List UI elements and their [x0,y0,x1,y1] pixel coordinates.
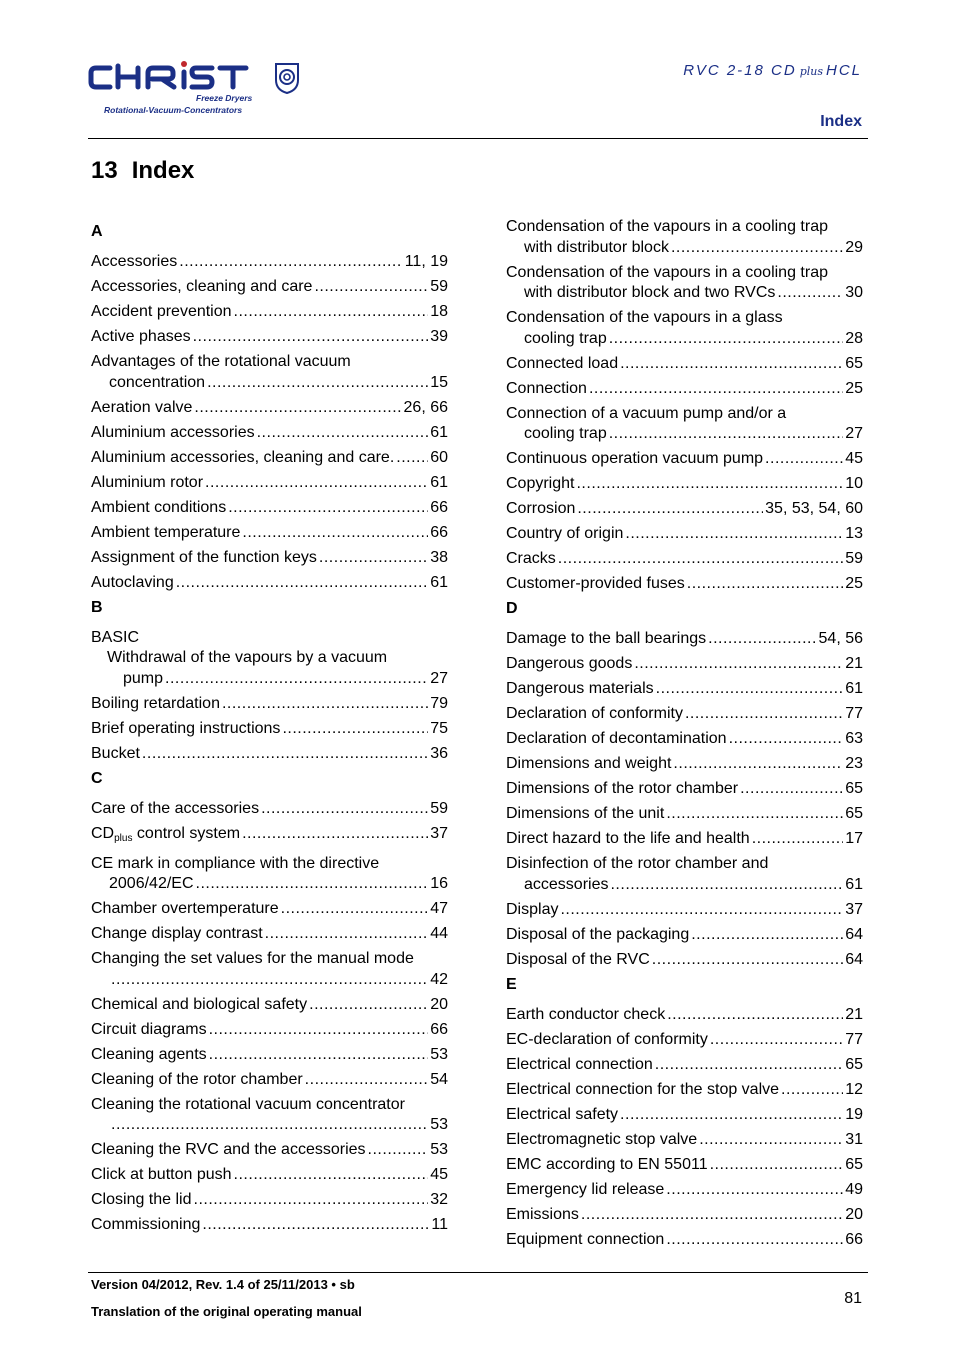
index-entry: Declaration of conformity ..... 77 [506,704,863,725]
index-entry: Ambient temperature ..... 66 [91,523,448,544]
index-entry: Autoclaving ..... 61 [91,573,448,594]
index-entry: Brief operating instructions ..... 75 [91,719,448,740]
index-entry: Connected load ..... 65 [506,354,863,375]
index-entry: Corrosion ..... 35, 53, 54, 60 [506,499,863,520]
index-column-left [91,222,448,1240]
page-number: 81 [844,1290,862,1307]
index-entry: Cracks ..... 59 [506,549,863,570]
index-entry: EC-declaration of conformity ..... 77 [506,1030,863,1051]
index-entry: Electrical connection for the stop valve ..... 12 [506,1080,863,1101]
christ-wordmark [88,60,268,94]
index-letter-c: C [91,769,103,787]
index-letter-a: A [91,223,103,240]
header-section-label: Index [820,113,862,130]
index-entry: Accessories, cleaning and care ..... 59 [91,277,448,298]
index-entry: Dimensions of the unit ..... 65 [506,804,863,825]
index-entry: Electrical connection ..... 65 [506,1055,863,1076]
index-entry: Electrical safety ..... 19 [506,1105,863,1126]
index-entry: Connection of a vacuum pump and/or a cooling trap ..... 27 [506,404,863,445]
index-entry: Copyright ..... 10 [506,474,863,495]
index-entry: Dimensions of the rotor chamber ..... 65 [506,779,863,800]
index-entry: Chemical and biological safety ..... 20 [91,995,448,1016]
index-entry: Emissions ..... 20 [506,1205,863,1226]
index-entry: Condensation of the vapours in a cooling trap with distributor block ..... 29 [506,217,863,258]
index-entry: Condensation of the vapours in a cooling trap with distributor block and two RVCs ..... 30 [506,263,863,304]
index-entry: Damage to the ball bearings ..... 54, 56 [506,629,863,650]
index-entry: Assignment of the function keys ..... 38 [91,548,448,569]
footer-translation: Translation of the original operating manual [91,1304,362,1319]
index-entry: Advantages of the rotational vacuum concentration ..... 15 [91,352,448,393]
product-suffix: HCL [825,62,862,79]
index-entry: Cleaning the RVC and the accessories ..... 53 [91,1140,448,1161]
product-plus: plus [799,65,823,78]
index-entry: Cleaning of the rotor chamber ..... 54 [91,1070,448,1091]
index-entry: Disinfection of the rotor chamber and accessories ..... 61 [506,854,863,895]
index-entry: Connection ..... 25 [506,379,863,400]
index-entry: Aluminium accessories ..... 61 [91,423,448,444]
index-entry: Direct hazard to the life and health ..... 17 [506,829,863,850]
christ-seal-icon [274,62,300,94]
index-entry: Changing the set values for the manual mode ..... 42 [91,949,448,990]
index-entry: Commissioning ..... 11 [91,1215,448,1236]
index-entry: Aluminium accessories, cleaning and care. ..... 60 [91,448,448,469]
index-entry: Aeration valve ..... 26, 66 [91,398,448,419]
index-entry: Boiling retardation ..... 79 [91,694,448,715]
index-entry: Ambient conditions ..... 66 [91,498,448,519]
logo-subtitle-freeze-dryers: Freeze Dryers [196,93,253,103]
product-model: RVC 2-18 CD [683,62,797,79]
index-entry: Declaration of decontamination ..... 63 [506,729,863,750]
index-entry: Accident prevention ..... 18 [91,302,448,323]
index-entry: Dangerous materials ..... 61 [506,679,863,700]
index-entry: Condensation of the vapours in a glass cooling trap ..... 28 [506,308,863,349]
chapter-title: Index [131,157,195,184]
index-entry: Disposal of the packaging ..... 64 [506,925,863,946]
index-entry: Display ..... 37 [506,900,863,921]
index-entry: Aluminium rotor ..... 61 [91,473,448,494]
index-entry: Click at button push ..... 45 [91,1165,448,1186]
index-entry: Customer-provided fuses ..... 25 [506,574,863,595]
page-title [91,157,194,185]
index-entry: Circuit diagrams ..... 66 [91,1020,448,1041]
index-entry: Equipment connection ..... 66 [506,1230,863,1251]
index-letter-d: D [506,600,518,617]
index-entry: Cleaning agents ..... 53 [91,1045,448,1066]
index-entry: EMC according to EN 55011 ..... 65 [506,1155,863,1176]
footer-divider [88,1272,868,1273]
index-entry: Continuous operation vacuum pump ..... 45 [506,449,863,470]
index-entry: CE mark in compliance with the directive 2006/42/EC ..... 16 [91,854,448,895]
index-entry: Earth conductor check ..... 21 [506,1005,863,1026]
product-name [683,62,862,79]
index-entry: Closing the lid ..... 32 [91,1190,448,1211]
index-entry: Electromagnetic stop valve ..... 31 [506,1130,863,1151]
index-entry: Country of origin ..... 13 [506,524,863,545]
index-entry: BASIC Withdrawal of the vapours by a vacuum pump ..... 27 [91,628,448,690]
index-entry: CDplus control system ..... 37 [91,824,448,850]
index-entry: Dimensions and weight ..... 23 [506,754,863,775]
index-entry: Bucket ..... 36 [91,744,448,765]
footer-version: Version 04/2012, Rev. 1.4 of 25/11/2013 • sb [91,1277,355,1292]
index-entry: Active phases ..... 39 [91,327,448,348]
index-entry: Dangerous goods ..... 21 [506,654,863,675]
index-letter-b: B [91,598,103,616]
index-entry: Disposal of the RVC ..... 64 [506,950,863,971]
index-entry: Care of the accessories ..... 59 [91,799,448,820]
header-divider [88,138,868,139]
christ-logo [88,60,318,122]
index-entry: Change display contrast ..... 44 [91,924,448,945]
index-entry: Accessories ..... 11, 19 [91,252,448,273]
index-letter-e: E [506,975,517,993]
index-column-right [506,217,863,1255]
logo-subtitle-rvc: Rotational-Vacuum-Concentrators [104,105,243,115]
index-entry: Chamber overtemperature ..... 47 [91,899,448,920]
index-entry: Emergency lid release ..... 49 [506,1180,863,1201]
index-entry: Cleaning the rotational vacuum concentrator ..... 53 [91,1095,448,1136]
chapter-number: 13 [91,157,118,184]
